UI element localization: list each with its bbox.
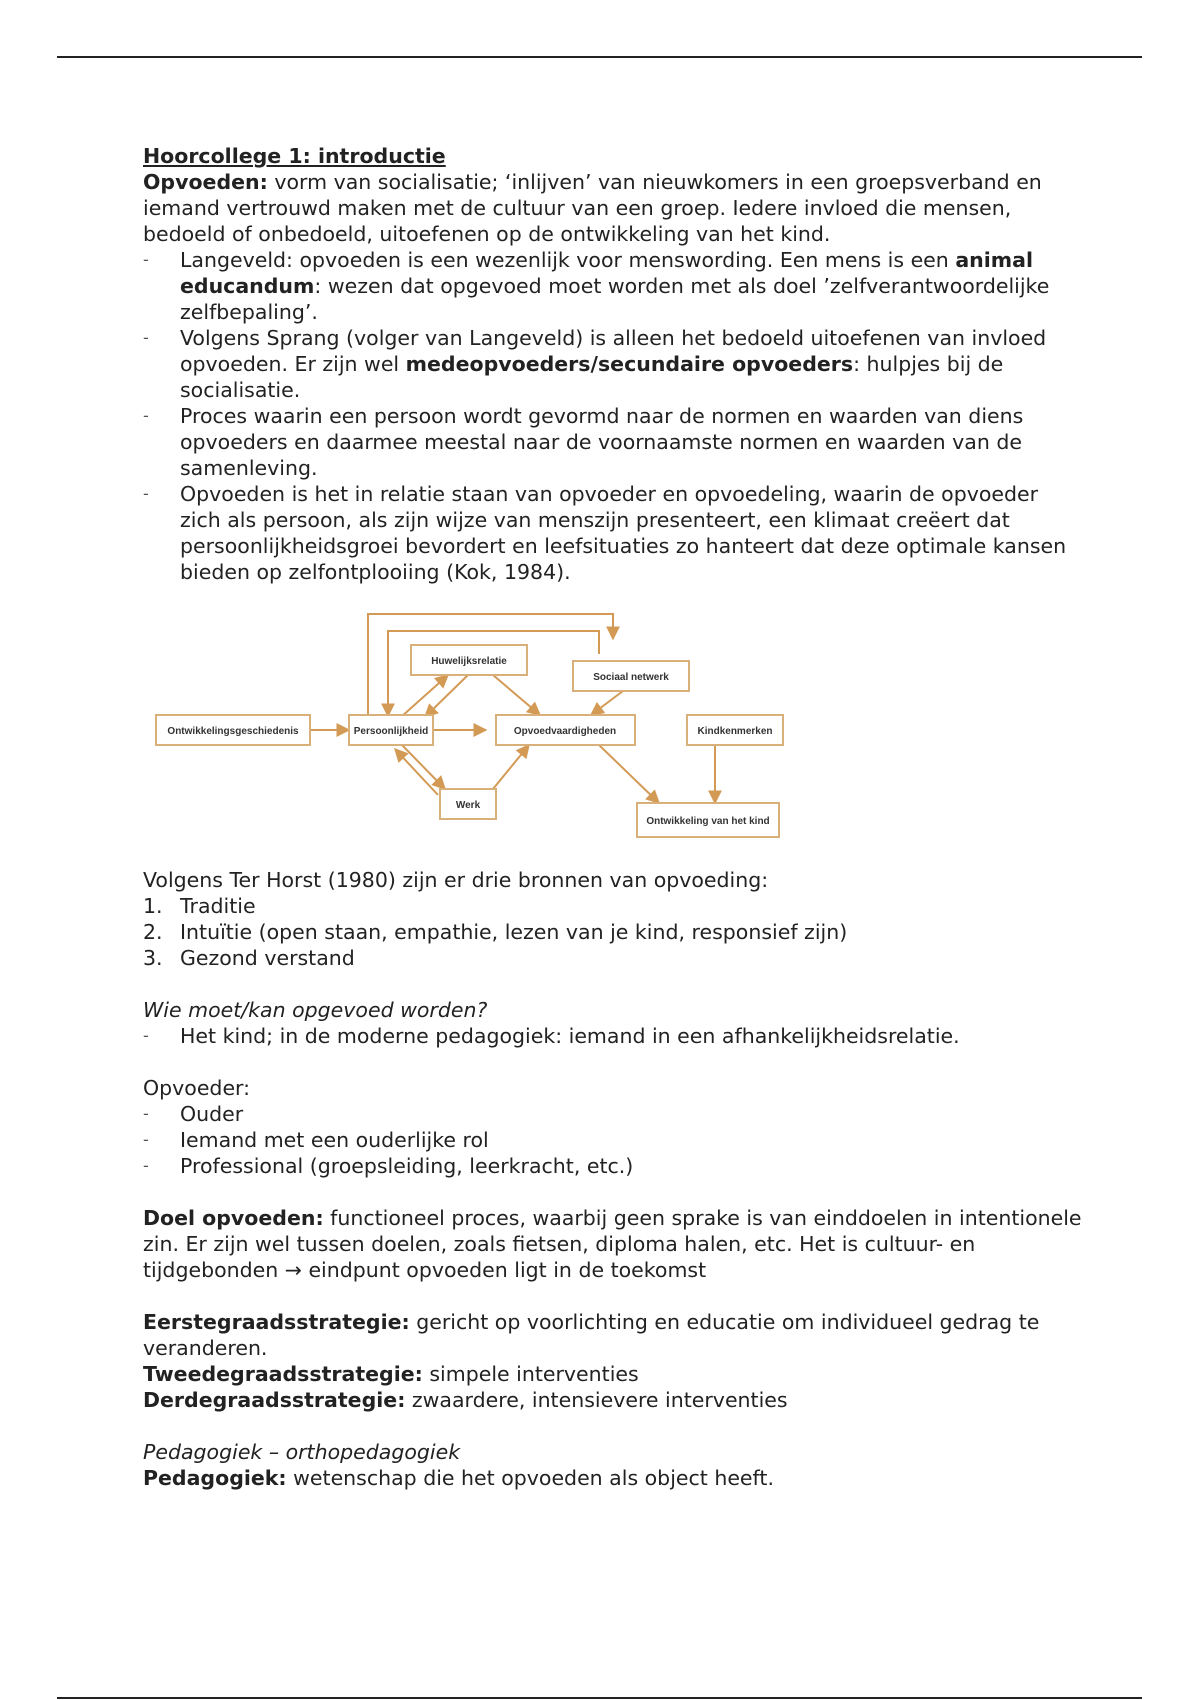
- box-persoonlijkheid: [349, 715, 433, 745]
- svg-text:Huwelijksrelatie: Huwelijksrelatie: [431, 656, 507, 667]
- strategy-third: Derdegraadsstrategie: zwaardere, intensievere interventies: [143, 1388, 788, 1412]
- list-item: 3. Gezond verstand: [143, 946, 355, 970]
- strategy-second: Tweedegraadsstrategie: simpele interventies: [143, 1362, 639, 1386]
- intro-paragraph: [143, 169, 1083, 247]
- opvoeder-list: [143, 1101, 1083, 1179]
- list-item: - Ouder: [143, 1101, 1083, 1127]
- box-ontwikkeling-van-het-kind: [637, 803, 779, 837]
- list-item: - Proces waarin een persoon wordt gevormd naar de normen en waarden van diens opvoeders en daarmee meestal naar de voornaamste normen en waarden van de samenleving.: [143, 403, 1083, 481]
- strategy-first: Eerstegraadsstrategie: gericht op voorlichting en educatie om individueel gedrag te veranderen.: [143, 1310, 1040, 1360]
- svg-text:Ontwikkeling van het kind: Ontwikkeling van het kind: [646, 816, 770, 827]
- box-ontwikkelingsgeschiedenis: [156, 715, 310, 745]
- svg-text:Persoonlijkheid: Persoonlijkheid: [353, 726, 429, 737]
- box-werk: [440, 789, 496, 819]
- svg-text:Werk: Werk: [455, 800, 481, 811]
- svg-text:Opvoedvaardigheden: Opvoedvaardigheden: [513, 726, 617, 737]
- intro-term: Opvoeden:: [143, 170, 268, 194]
- box-kindkenmerken: [687, 715, 783, 745]
- list-item: - Langeveld: opvoeden is een wezenlijk voor menswording. Een mens is een animal educandum: wezen dat opgevoed moet worden met als doel ’zelfverantwoordelijke zelfbepaling’.: [143, 247, 1083, 325]
- list-item: - Iemand met een ouderlijke rol: [143, 1127, 1083, 1153]
- top-rule: [57, 56, 1142, 58]
- box-huwelijksrelatie: [411, 645, 527, 675]
- list-item: 2. Intuïtie (open staan, empathie, lezen van je kind, responsief zijn): [143, 920, 848, 944]
- sources-intro: Volgens Ter Horst (1980) zijn er drie bronnen van opvoeding:: [143, 868, 769, 892]
- diagram-connectors: [310, 614, 715, 803]
- svg-text:Sociaal netwerk: Sociaal netwerk: [593, 672, 669, 683]
- intro-text: vorm van socialisatie; ‘inlijven’ van nieuwkomers in een groepsverband en iemand vertrouwd maken met de cultuur van een groep. Iedere invloed die mensen, bedoeld of onbedoeld, uitoefenen op de ontwikkeling van het kind.: [143, 170, 1042, 246]
- list-item: - Het kind; in de moderne pedagogiek: iemand in een afhankelijkheidsrelatie.: [143, 1023, 1083, 1049]
- doel-paragraph: Doel opvoeden: functioneel proces, waarbij geen sprake is van einddoelen in intentionele zin. Er zijn wel tussen doelen, zoals fietsen, diploma halen, etc. Het is cultuur- en tijdgebonden → eindpunt opvoeden ligt in de toekomst: [143, 1206, 1082, 1282]
- box-opvoedvaardigheden: [496, 715, 635, 745]
- definition-list: [143, 247, 1083, 585]
- pedagogiek-subheading: Pedagogiek – orthopedagogiek: [143, 1440, 461, 1464]
- svg-text:Kindkenmerken: Kindkenmerken: [697, 726, 773, 737]
- sources-list: [143, 893, 1083, 971]
- list-item: - Opvoeden is het in relatie staan van opvoeder en opvoedeling, waarin de opvoeder zich als persoon, als zijn wijze van menszijn presenteert, een klimaat creëert dat persoonlijkheidsgroei bevordert en leefsituaties zo hanteert dat deze optimale kansen bieden op zelfontplooiing (Kok, 1984).: [143, 481, 1083, 585]
- parenting-model-diagram: [143, 599, 1083, 857]
- bottom-rule: [57, 1697, 1142, 1699]
- list-item: 1. Traditie: [143, 894, 256, 918]
- box-sociaal-netwerk: [573, 661, 689, 691]
- who-question: Wie moet/kan opgevoed worden?: [143, 998, 488, 1022]
- who-list: [143, 1023, 1083, 1049]
- page-title: Hoorcollege 1: introductie: [143, 144, 446, 168]
- document-body: [143, 143, 1083, 1491]
- list-item: - Professional (groepsleiding, leerkracht, etc.): [143, 1153, 1083, 1179]
- opvoeder-label: Opvoeder:: [143, 1076, 251, 1100]
- list-item: - Volgens Sprang (volger van Langeveld) is alleen het bedoeld uitoefenen van invloed opvoeden. Er zijn wel medeopvoeders/secundaire opvoeders: hulpjes bij de socialisatie.: [143, 325, 1083, 403]
- svg-text:Ontwikkelingsgeschiedenis: Ontwikkelingsgeschiedenis: [167, 726, 299, 737]
- pedagogiek-definition: Pedagogiek: wetenschap die het opvoeden als object heeft.: [143, 1466, 774, 1490]
